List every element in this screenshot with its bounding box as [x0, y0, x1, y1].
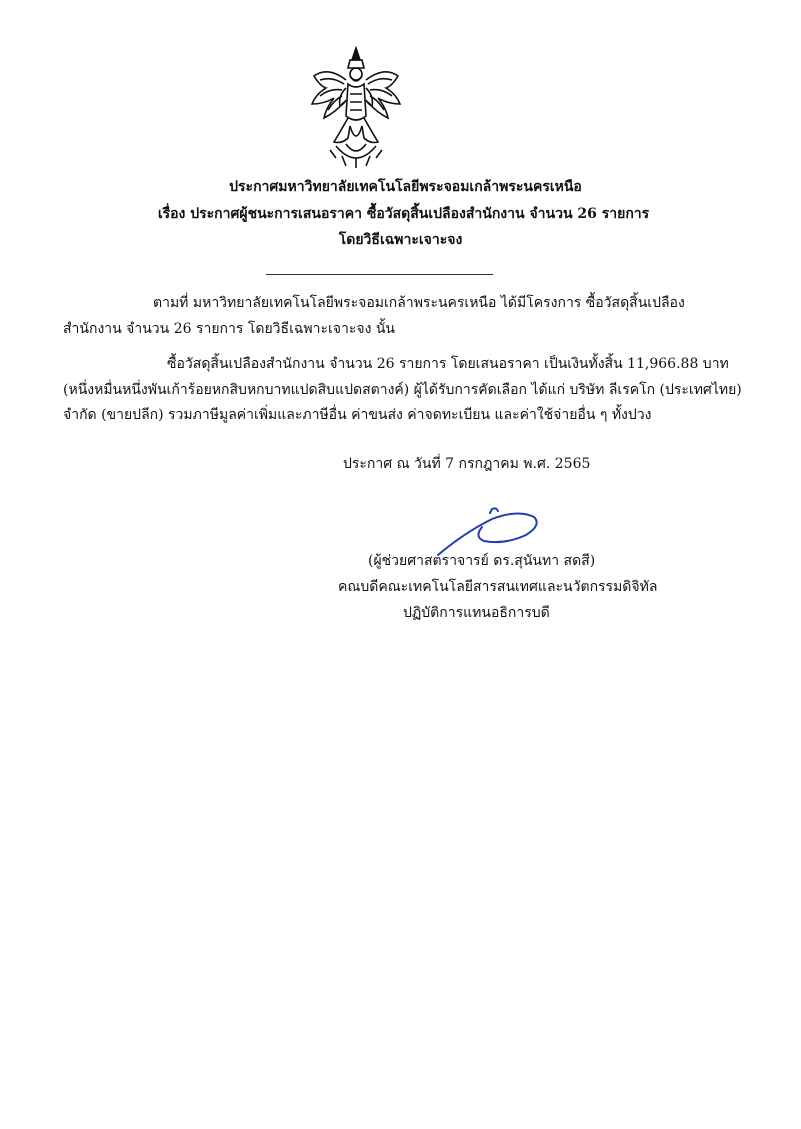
paragraph-2-line-3: จำกัด (ขายปลีก) รวมภาษีมูลค่าเพิ่มและภาษีอื่น ค่าขนส่ง ค่าจดทะเบียน และค่าใช้จ่ายอื่น ๆ ทั้งปวง — [63, 407, 652, 423]
header-divider — [266, 274, 493, 275]
garuda-emblem-icon — [306, 46, 406, 171]
paragraph-2-line-1: ซื้อวัสดุสิ้นเปลืองสำนักงาน จำนวน 26 รายการ โดยเสนอราคา เป็นเงินทั้งสิ้น 11,966.88 บาท — [167, 356, 729, 372]
paragraph-1-line-1: ตามที่ มหาวิทยาลัยเทคโนโลยีพระจอมเกล้าพระนครเหนือ ได้มีโครงการ ซื้อวัสดุสิ้นเปลือง — [153, 295, 685, 311]
paragraph-1-line-2: สำนักงาน จำนวน 26 รายการ โดยวิธีเฉพาะเจาะจง นั้น — [63, 321, 395, 337]
signatory-position: คณบดีคณะเทคโนโลยีสารสนเทศและนวัตกรรมดิจิทัล — [338, 579, 658, 595]
signatory-name: (ผู้ช่วยศาสตราจารย์ ดร.สุนันทา สดสี) — [368, 553, 596, 569]
handwritten-signature — [434, 505, 546, 557]
signatory-acting-role: ปฏิบัติการแทนอธิการบดี — [403, 605, 550, 621]
document-subject: เรื่อง ประกาศผู้ชนะการเสนอราคา ซื้อวัสดุสิ้นเปลืองสำนักงาน จำนวน 26 รายการ — [157, 206, 650, 222]
document-title: ประกาศมหาวิทยาลัยเทคโนโลยีพระจอมเกล้าพระนครเหนือ — [229, 179, 582, 195]
paragraph-2-line-2: (หนึ่งหมื่นหนึ่งพันเก้าร้อยหกสิบหกบาทแปดสิบแปดสตางค์) ผู้ได้รับการคัดเลือก ได้แก่ บริษัท ลีเรคโก (ประเทศไทย) — [63, 382, 742, 398]
announcement-date: ประกาศ ณ วันที่ 7 กรกฎาคม พ.ศ. 2565 — [343, 456, 591, 472]
procurement-method: โดยวิธีเฉพาะเจาะจง — [338, 232, 463, 248]
